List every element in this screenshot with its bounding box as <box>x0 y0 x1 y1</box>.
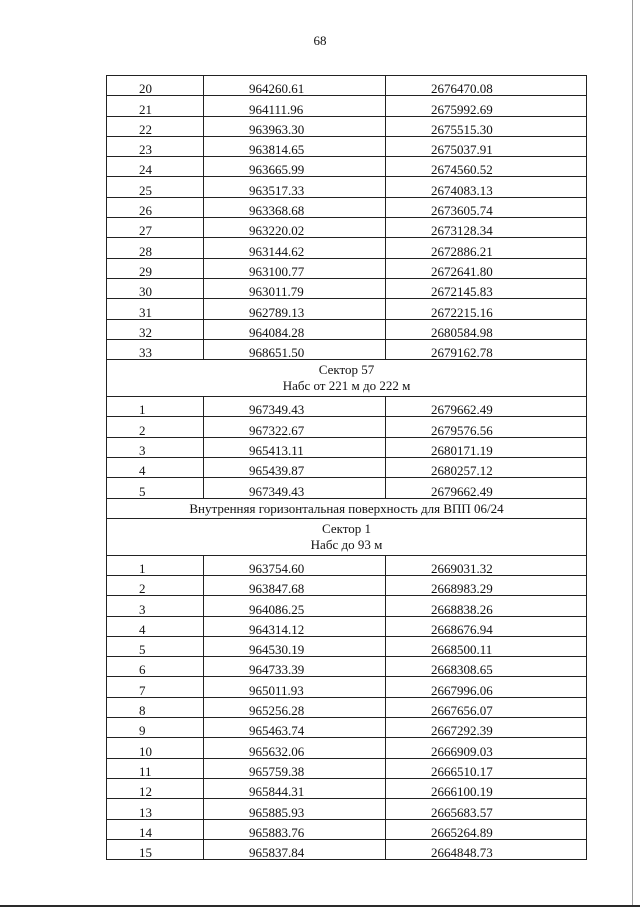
coordinate-y: 2674560.52 <box>386 157 587 177</box>
coordinate-y: 2679576.56 <box>386 417 587 437</box>
table-row <box>107 636 587 656</box>
page-right-edge <box>632 0 633 906</box>
sector-header <box>107 360 587 397</box>
coordinate-y: 2680171.19 <box>386 437 587 457</box>
point-number: 7 <box>107 677 204 697</box>
coordinate-x: 963963.30 <box>204 116 386 136</box>
point-number: 9 <box>107 718 204 738</box>
point-number: 4 <box>107 616 204 636</box>
coordinate-y: 2668983.29 <box>386 575 587 595</box>
table-row <box>107 697 587 717</box>
table-row <box>107 96 587 116</box>
coordinate-x: 963754.60 <box>204 555 386 575</box>
table-row <box>107 575 587 595</box>
coordinate-y: 2680584.98 <box>386 319 587 339</box>
table-row <box>107 458 587 478</box>
point-number: 21 <box>107 96 204 116</box>
coordinates-table <box>106 75 587 860</box>
point-number: 20 <box>107 76 204 96</box>
point-number: 11 <box>107 758 204 778</box>
point-number: 12 <box>107 778 204 798</box>
table-row <box>107 417 587 437</box>
coordinate-y: 2664848.73 <box>386 839 587 859</box>
coordinate-x: 965256.28 <box>204 697 386 717</box>
sector-header-row <box>107 518 587 555</box>
table-row <box>107 319 587 339</box>
coordinate-x: 964314.12 <box>204 616 386 636</box>
table-row <box>107 555 587 575</box>
coordinate-y: 2665264.89 <box>386 819 587 839</box>
surface-title: Внутренняя горизонтальная поверхность для ВПП 06/24 <box>107 498 587 518</box>
sector-title: Сектор 57 <box>318 362 375 378</box>
table-row <box>107 778 587 798</box>
point-number: 4 <box>107 458 204 478</box>
coordinate-y: 2675992.69 <box>386 96 587 116</box>
surface-header-row <box>107 498 587 518</box>
table-row <box>107 437 587 457</box>
coordinate-y: 2673605.74 <box>386 197 587 217</box>
table-row <box>107 839 587 859</box>
coordinate-x: 964086.25 <box>204 596 386 616</box>
point-number: 23 <box>107 136 204 156</box>
coordinate-x: 965011.93 <box>204 677 386 697</box>
coordinate-x: 963368.68 <box>204 197 386 217</box>
coordinate-x: 965885.93 <box>204 799 386 819</box>
coordinate-x: 964260.61 <box>204 76 386 96</box>
sector-height-range: Набс от 221 м до 222 м <box>282 378 411 394</box>
point-number: 14 <box>107 819 204 839</box>
coordinate-y: 2666510.17 <box>386 758 587 778</box>
table-row <box>107 177 587 197</box>
point-number: 33 <box>107 339 204 359</box>
coordinates-table-body <box>107 76 587 860</box>
coordinate-y: 2675037.91 <box>386 136 587 156</box>
coordinate-y: 2666100.19 <box>386 778 587 798</box>
coordinate-x: 965463.74 <box>204 718 386 738</box>
coordinate-x: 963100.77 <box>204 258 386 278</box>
point-number: 1 <box>107 555 204 575</box>
point-number: 25 <box>107 177 204 197</box>
table-row <box>107 596 587 616</box>
point-number: 27 <box>107 218 204 238</box>
coordinate-x: 963220.02 <box>204 218 386 238</box>
point-number: 2 <box>107 417 204 437</box>
coordinate-y: 2679162.78 <box>386 339 587 359</box>
coordinate-x: 964111.96 <box>204 96 386 116</box>
point-number: 10 <box>107 738 204 758</box>
coordinate-x: 964530.19 <box>204 636 386 656</box>
sector-height-range: Набс до 93 м <box>310 536 383 552</box>
point-number: 22 <box>107 116 204 136</box>
point-number: 5 <box>107 636 204 656</box>
table-row <box>107 677 587 697</box>
table-row <box>107 819 587 839</box>
point-number: 6 <box>107 657 204 677</box>
coordinate-x: 964733.39 <box>204 657 386 677</box>
coordinate-y: 2666909.03 <box>386 738 587 758</box>
coordinate-y: 2667292.39 <box>386 718 587 738</box>
table-row <box>107 339 587 359</box>
point-number: 32 <box>107 319 204 339</box>
coordinate-x: 963665.99 <box>204 157 386 177</box>
coordinate-y: 2669031.32 <box>386 555 587 575</box>
table-row <box>107 758 587 778</box>
sector-header-row <box>107 360 587 397</box>
point-number: 31 <box>107 299 204 319</box>
point-number: 2 <box>107 575 204 595</box>
page-number: 68 <box>313 33 327 48</box>
table-row <box>107 278 587 298</box>
point-number: 28 <box>107 238 204 258</box>
coordinate-x: 964084.28 <box>204 319 386 339</box>
coordinate-x: 963517.33 <box>204 177 386 197</box>
table-row <box>107 397 587 417</box>
coordinate-x: 965844.31 <box>204 778 386 798</box>
point-number: 3 <box>107 437 204 457</box>
table-row <box>107 258 587 278</box>
coordinate-y: 2674083.13 <box>386 177 587 197</box>
coordinate-y: 2672145.83 <box>386 278 587 298</box>
table-row <box>107 218 587 238</box>
coordinate-y: 2665683.57 <box>386 799 587 819</box>
table-row <box>107 238 587 258</box>
table-row <box>107 116 587 136</box>
point-number: 30 <box>107 278 204 298</box>
coordinate-y: 2667656.07 <box>386 697 587 717</box>
table-row <box>107 738 587 758</box>
coordinate-y: 2672215.16 <box>386 299 587 319</box>
coordinate-x: 965439.87 <box>204 458 386 478</box>
sector-header <box>107 518 587 555</box>
table-row <box>107 657 587 677</box>
point-number: 13 <box>107 799 204 819</box>
table-row <box>107 718 587 738</box>
table-row <box>107 478 587 498</box>
coordinate-x: 967322.67 <box>204 417 386 437</box>
sector-title: Сектор 1 <box>321 520 371 536</box>
coordinate-y: 2675515.30 <box>386 116 587 136</box>
coordinate-x: 962789.13 <box>204 299 386 319</box>
coordinate-x: 965413.11 <box>204 437 386 457</box>
coordinate-x: 965883.76 <box>204 819 386 839</box>
point-number: 8 <box>107 697 204 717</box>
coordinate-y: 2676470.08 <box>386 76 587 96</box>
point-number: 1 <box>107 397 204 417</box>
table-row <box>107 197 587 217</box>
point-number: 29 <box>107 258 204 278</box>
coordinate-x: 965632.06 <box>204 738 386 758</box>
coordinate-y: 2668676.94 <box>386 616 587 636</box>
page-bottom-edge <box>0 905 640 907</box>
table-row <box>107 157 587 177</box>
point-number: 15 <box>107 839 204 859</box>
coordinate-x: 963847.68 <box>204 575 386 595</box>
table-row <box>107 136 587 156</box>
point-number: 3 <box>107 596 204 616</box>
coordinate-x: 967349.43 <box>204 478 386 498</box>
table-row <box>107 299 587 319</box>
coordinate-y: 2672886.21 <box>386 238 587 258</box>
coordinate-x: 968651.50 <box>204 339 386 359</box>
point-number: 24 <box>107 157 204 177</box>
table-row <box>107 799 587 819</box>
coordinate-y: 2668838.26 <box>386 596 587 616</box>
point-number: 5 <box>107 478 204 498</box>
coordinate-y: 2673128.34 <box>386 218 587 238</box>
coordinate-x: 963814.65 <box>204 136 386 156</box>
coordinate-x: 965837.84 <box>204 839 386 859</box>
coordinate-y: 2679662.49 <box>386 397 587 417</box>
table-row <box>107 76 587 96</box>
coordinate-y: 2672641.80 <box>386 258 587 278</box>
coordinate-x: 967349.43 <box>204 397 386 417</box>
coordinate-x: 963011.79 <box>204 278 386 298</box>
point-number: 26 <box>107 197 204 217</box>
table-row <box>107 616 587 636</box>
coordinate-x: 965759.38 <box>204 758 386 778</box>
coordinate-y: 2668500.11 <box>386 636 587 656</box>
coordinate-y: 2679662.49 <box>386 478 587 498</box>
coordinate-y: 2667996.06 <box>386 677 587 697</box>
coordinate-y: 2680257.12 <box>386 458 587 478</box>
coordinate-x: 963144.62 <box>204 238 386 258</box>
coordinate-y: 2668308.65 <box>386 657 587 677</box>
